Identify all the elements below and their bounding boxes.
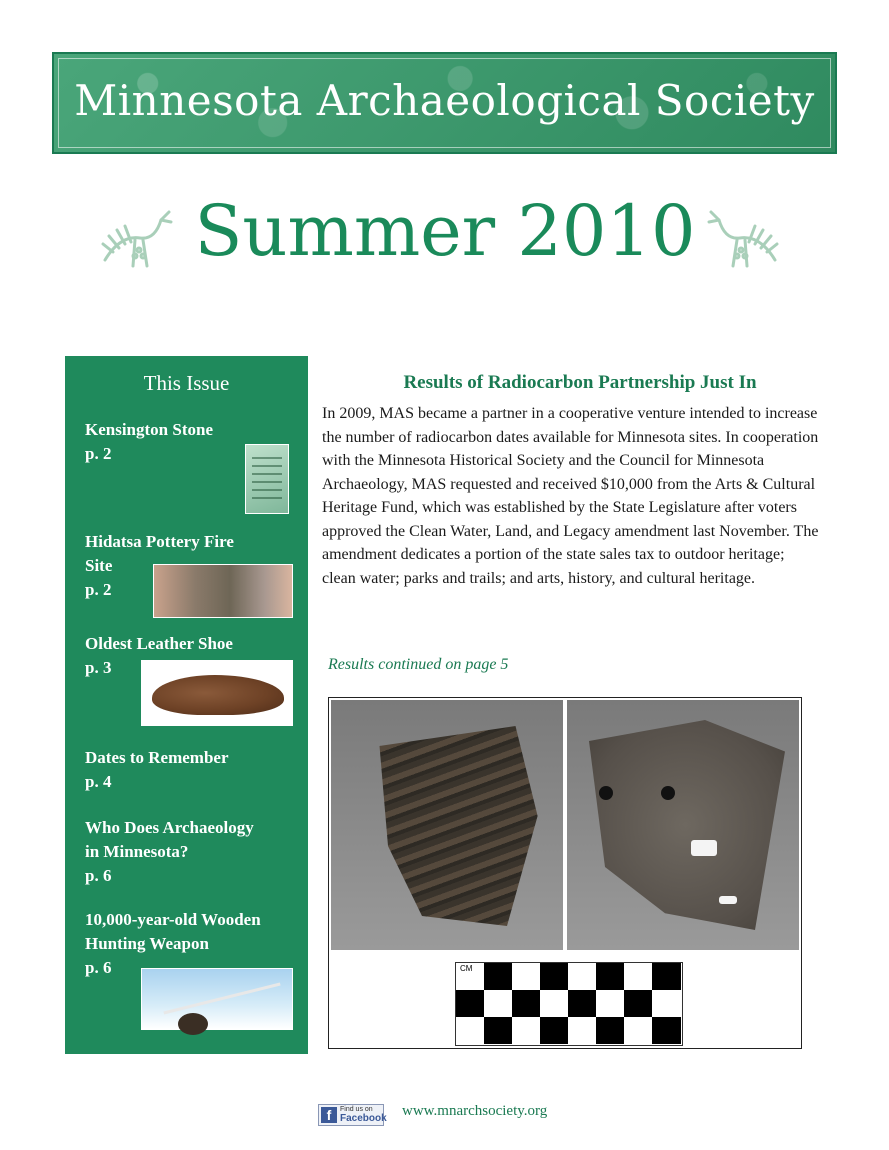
sherd-exterior-panel — [331, 700, 563, 950]
sidebar-item-page: p. 3 — [85, 658, 112, 677]
pottery-sherds-photo — [328, 697, 802, 1049]
sidebar-item-page: p. 2 — [85, 444, 112, 463]
facebook-icon: f — [321, 1107, 337, 1123]
article-title: Results of Radiocarbon Partnership Just In — [403, 372, 757, 393]
sherd-interior-panel — [567, 700, 799, 950]
sidebar-item-dates-to-remember[interactable] — [85, 746, 229, 794]
hidatsa-pottery-image — [153, 564, 293, 618]
sidebar-item-title-line2: Site — [85, 556, 113, 575]
sidebar-item-title: Dates to Remember — [85, 748, 229, 767]
masthead-title: Minnesota Archaeological Society — [74, 76, 815, 125]
article-body: In 2009, MAS became a partner in a cooperative venture intended to increase the number of radiocarbon dates available for Minnesota sites. In cooperation with the Minnesota Historical Society and the Council for Minnesota Archaeology, MAS requested and received $10,000 from the Arts & Cultural Heritage Fund, which was established by the State Legislature after voters approved the Clean Water, Land, and Legacy amendment last November. The amendment dedicates a portion of the state sales tax to outdoor heritage; clean water; parks and trails; and arts, history, and cultural heritage. — [322, 405, 819, 587]
sidebar-item-title: Oldest Leather Shoe — [85, 634, 233, 653]
website-link[interactable]: www.mnarchsociety.org — [402, 1103, 548, 1119]
facebook-name-text: Facebook — [340, 1113, 387, 1124]
issue-title: Summer 2010 — [194, 190, 696, 272]
facebook-find-text: Find us on — [340, 1106, 373, 1113]
bird-petroglyph-icon — [705, 200, 785, 280]
leather-shoe-image — [141, 660, 293, 726]
sidebar-heading: This Issue — [143, 371, 230, 395]
sidebar-item-page: p. 4 — [85, 772, 112, 791]
sidebar-item-title: Who Does Archaeology — [85, 818, 254, 837]
sidebar-item-title-line2: Hunting Weapon — [85, 934, 209, 953]
kensington-stone-image — [245, 444, 289, 514]
sidebar-item-page: p. 2 — [85, 580, 112, 599]
sidebar-item-title: Kensington Stone — [85, 420, 213, 439]
this-issue-sidebar — [65, 356, 308, 1054]
sidebar-item-who-does-archaeology[interactable] — [85, 816, 254, 888]
scale-label: CM — [460, 964, 473, 973]
sidebar-item-kensington-stone[interactable] — [85, 418, 213, 466]
masthead-banner — [52, 52, 837, 154]
sidebar-item-title: Hidatsa Pottery Fire — [85, 532, 234, 551]
issue-header — [0, 190, 889, 300]
sidebar-item-page: p. 6 — [85, 958, 112, 977]
centimeter-scale-bar — [455, 962, 683, 1046]
sidebar-item-title-line2: in Minnesota? — [85, 842, 189, 861]
facebook-badge[interactable] — [318, 1104, 387, 1126]
wooden-weapon-image — [141, 968, 293, 1030]
sidebar-item-page: p. 6 — [85, 866, 112, 885]
continued-link[interactable]: Results continued on page 5 — [328, 656, 509, 673]
footer — [0, 1100, 889, 1130]
sidebar-item-title: 10,000-year-old Wooden — [85, 910, 261, 929]
